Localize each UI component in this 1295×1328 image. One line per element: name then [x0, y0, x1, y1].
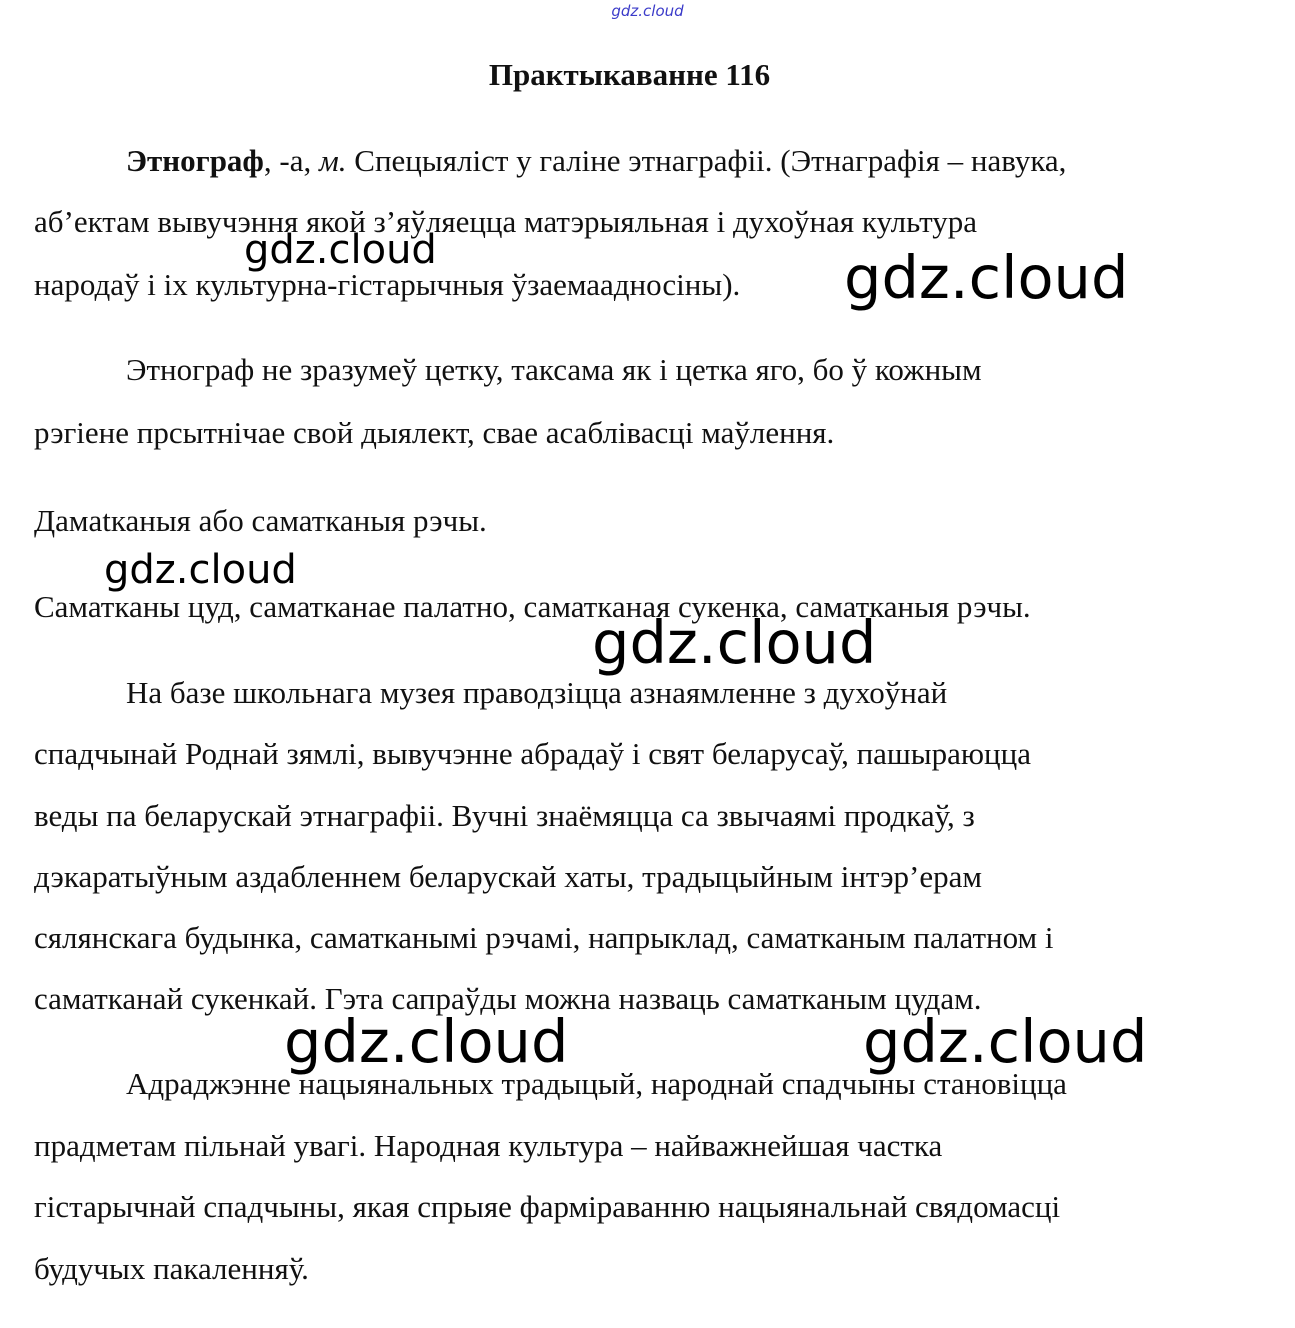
line-damatkanyja: Дамatканыя або саматканыя рэчы. — [34, 503, 487, 538]
page-title: Практыкаванне 116 — [488, 57, 771, 92]
entry-headword: Этнограф — [126, 143, 264, 178]
watermark-2: gdz.cloud — [844, 243, 1129, 312]
paragraph-2-line-1: На базе школьнага музея праводзіцца азнаямленне з духоўнай — [126, 675, 948, 710]
entry-line-1 — [126, 141, 1066, 181]
paragraph-3-line-1: Адраджэнне нацыянальных традыцый, народнай спадчыны становіцца — [126, 1066, 1067, 1101]
entry-line-3: народаў і іх культурна-гістарычныя ўзаемаадносіны). — [34, 267, 741, 302]
watermark-1: gdz.cloud — [244, 227, 437, 273]
paragraph-1-line-1: Этнограф не зразумеў цетку, таксама як і цетка яго, бо ў кожным — [126, 352, 982, 387]
entry-line-2: аб’ектам вывучэння якой з’яўляецца матэрыяльная і духоўная культура — [34, 204, 977, 239]
entry-definition-start: Спецыяліст у галіне этнаграфіі. (Этнаграфія – навука, — [346, 143, 1067, 178]
paragraph-2-line-2: спадчынай Роднай зямлі, вывучэнне абрадаў і свят беларусаў, пашыраюцца — [34, 736, 1031, 771]
watermark-4: gdz.cloud — [592, 608, 877, 677]
watermark-6: gdz.cloud — [863, 1007, 1148, 1076]
paragraph-2-line-5: сялянскага будынка, саматканымі рэчамі, напрыклад, саматканым палатном і — [34, 920, 1054, 955]
paragraph-2-line-3: веды па беларускай этнаграфіі. Вучні знаёмяцца са звычаямі продкаў, з — [34, 798, 975, 833]
watermark-5: gdz.cloud — [284, 1007, 569, 1076]
paragraph-2-line-6: саматканай сукенкай. Гэта сапраўды можна назваць саматканым цудам. — [34, 981, 982, 1016]
entry-grammar: м. — [318, 143, 347, 178]
watermark-3: gdz.cloud — [104, 547, 297, 593]
top-watermark: gdz.cloud — [611, 2, 684, 20]
paragraph-3-line-2: прадметам пільнай увагі. Народная культура – найважнейшая частка — [34, 1128, 943, 1163]
entry-after-headword: , -а, — [263, 143, 319, 178]
paragraph-3-line-4: будучых пакаленняў. — [34, 1251, 309, 1286]
paragraph-1-line-2: рэгіене прсытнічае свой дыялект, свае асаблівасці маўлення. — [34, 415, 835, 450]
paragraph-3-line-3: гістарычнай спадчыны, якая спрыяе фарміраванню нацыянальнай свядомасці — [34, 1189, 1061, 1224]
paragraph-2-line-4: дэкаратыўным аздабленнем беларускай хаты, традыцыйным інтэр’ерам — [34, 859, 983, 894]
line-samatkany: Саматканы цуд, саматканае палатно, саматканая сукенка, саматканыя рэчы. — [34, 589, 1031, 624]
